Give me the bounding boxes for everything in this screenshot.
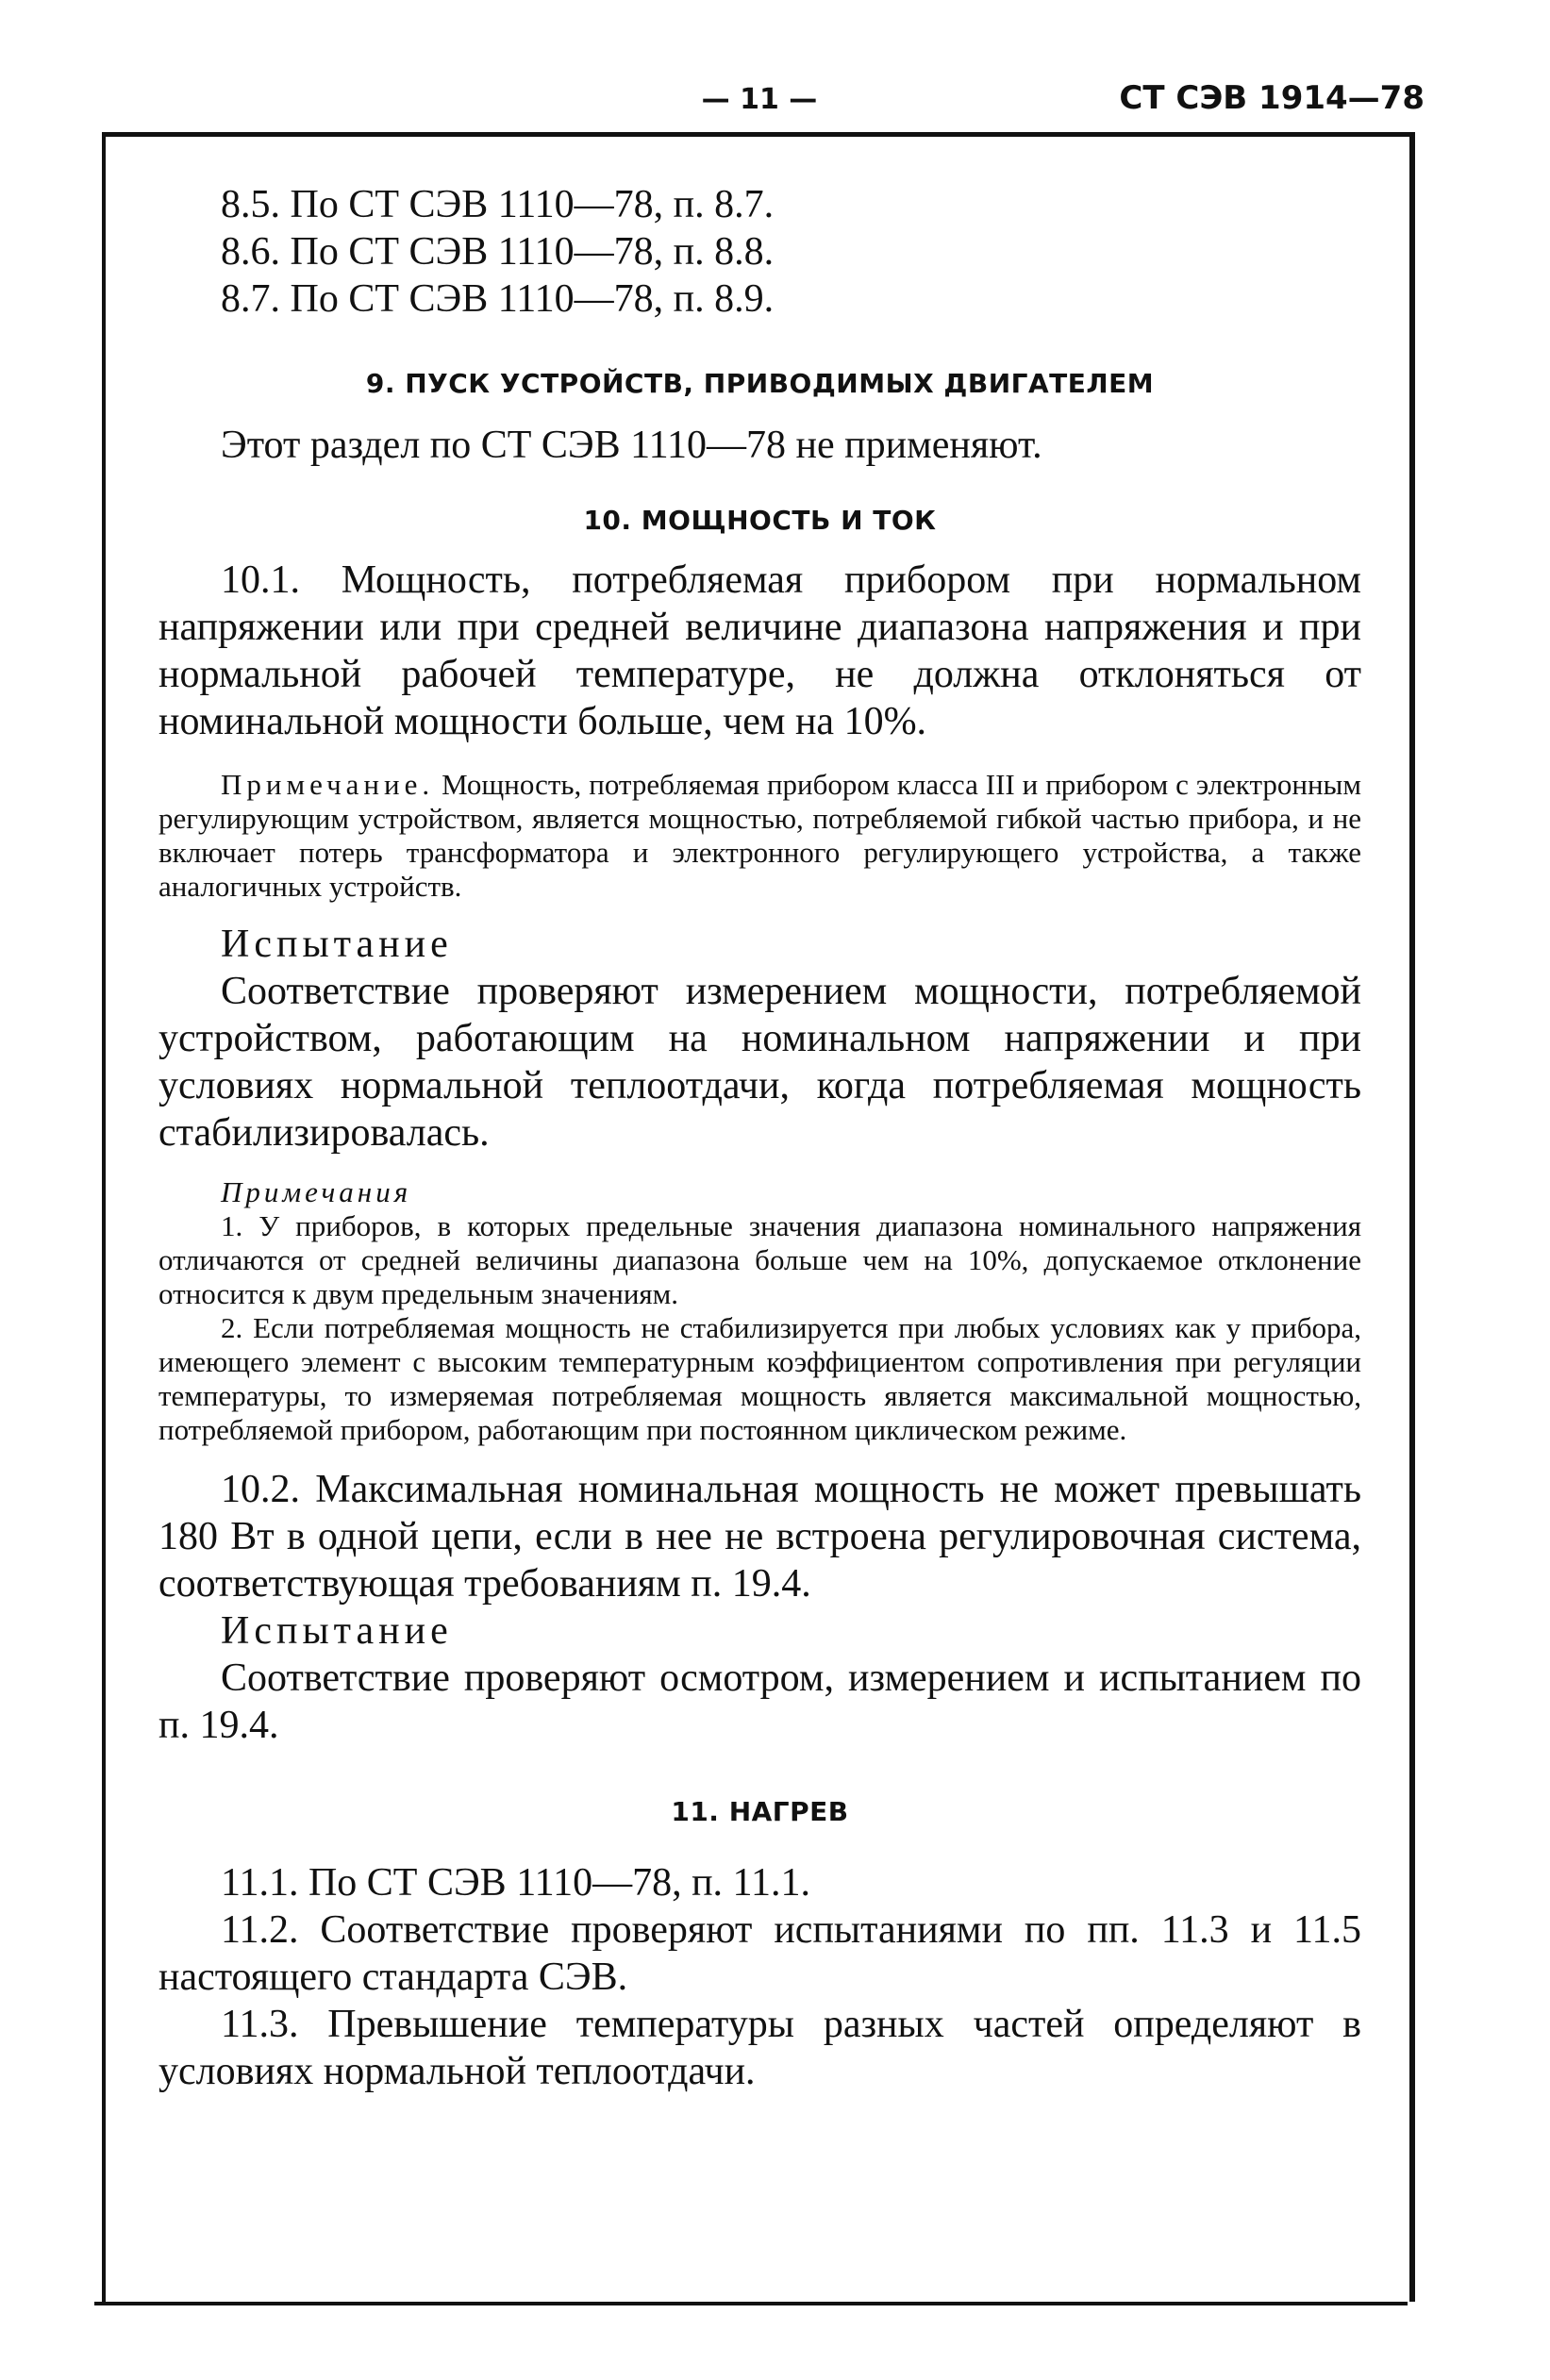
document-body bbox=[158, 170, 1361, 2095]
note-10-1 bbox=[158, 768, 1361, 904]
note-2: 2. Если потребляемая мощность не стабилизируется при любых условиях как у прибора, имеющего элемент с высоким температурным коэффициентом сопротивления при регуляции температуры, то измеряемая потребляемая мощность является максимальной мощностью, потребляемой прибором, работающим при постоянном циклическом режиме. bbox=[158, 1311, 1361, 1446]
test-label: Испытание bbox=[221, 923, 453, 966]
note-1: 1. У приборов, в которых предельные значения диапазона номинального напряжения отличаются от средней величины диапазона больше чем на 10%, допускаемое отклонение относится к двум предельным значениям. bbox=[158, 1209, 1361, 1310]
page-number: — 11 — bbox=[701, 83, 818, 116]
notes-label: Примечания bbox=[221, 1175, 412, 1208]
section-10-heading: 10. МОЩНОСТЬ И ТОК bbox=[583, 505, 937, 536]
bottom-rule bbox=[94, 2302, 1408, 2305]
paragraph-10-2: 10.2. Максимальная номинальная мощность не может превышать 180 Вт в одной цепи, если в нее не встроена регулировочная система, соответствующая требованиям п. 19.4. bbox=[158, 1468, 1361, 1606]
item-8-7: 8.7. По СТ СЭВ 1110—78, п. 8.9. bbox=[221, 277, 775, 321]
test2-text: Соответствие проверяют осмотром, измерением и испытанием по п. 19.4. bbox=[158, 1656, 1361, 1747]
paragraph-11-1: 11.1. По СТ СЭВ 1110—78, п. 11.1. bbox=[221, 1861, 810, 1905]
standard-code: СТ СЭВ 1914—78 bbox=[1119, 79, 1425, 117]
item-8-6: 8.6. По СТ СЭВ 1110—78, п. 8.8. bbox=[221, 230, 775, 274]
section-9-text: Этот раздел по СТ СЭВ 1110—78 не применяют. bbox=[221, 424, 1042, 467]
paragraph-11-2: 11.2. Соответствие проверяют испытаниями по пп. 11.3 и 11.5 настоящего стандарта СЭВ. bbox=[158, 1908, 1361, 1999]
paragraph-10-1: 10.1. Мощность, потребляемая прибором при нормальном напряжении или при средней величине диапазона напряжения и при нормальной рабочей температуре, не должна отклоняться от номинальной мощности больше, чем на 10%. bbox=[158, 558, 1361, 743]
note-text: Мощность, потребляемая прибором класса III и прибором с электронным регулирующим устройством, является мощностью, потребляемой гибкой частью прибора, и не включает потерь трансформатора и электронного регулирующего устройства, а также аналогичных устройств. bbox=[158, 768, 1362, 903]
test-text: Соответствие проверяют измерением мощности, потребляемой устройством, работающим на номинальном напряжении и при условиях нормальной теплоотдачи, когда потребляемая мощность стабилизировалась. bbox=[158, 970, 1361, 1155]
test2-label: Испытание bbox=[221, 1609, 453, 1653]
section-9-heading: 9. ПУСК УСТРОЙСТВ, ПРИВОДИМЫХ ДВИГАТЕЛЕМ bbox=[365, 368, 1155, 399]
paragraph-11-3: 11.3. Превышение температуры разных частей определяют в условиях нормальной теплоотдачи. bbox=[158, 2003, 1361, 2093]
note-label: Примечание. bbox=[221, 768, 435, 801]
item-8-5: 8.5. По СТ СЭВ 1110—78, п. 8.7. bbox=[221, 183, 775, 226]
section-11-heading: 11. НАГРЕВ bbox=[671, 1796, 849, 1827]
